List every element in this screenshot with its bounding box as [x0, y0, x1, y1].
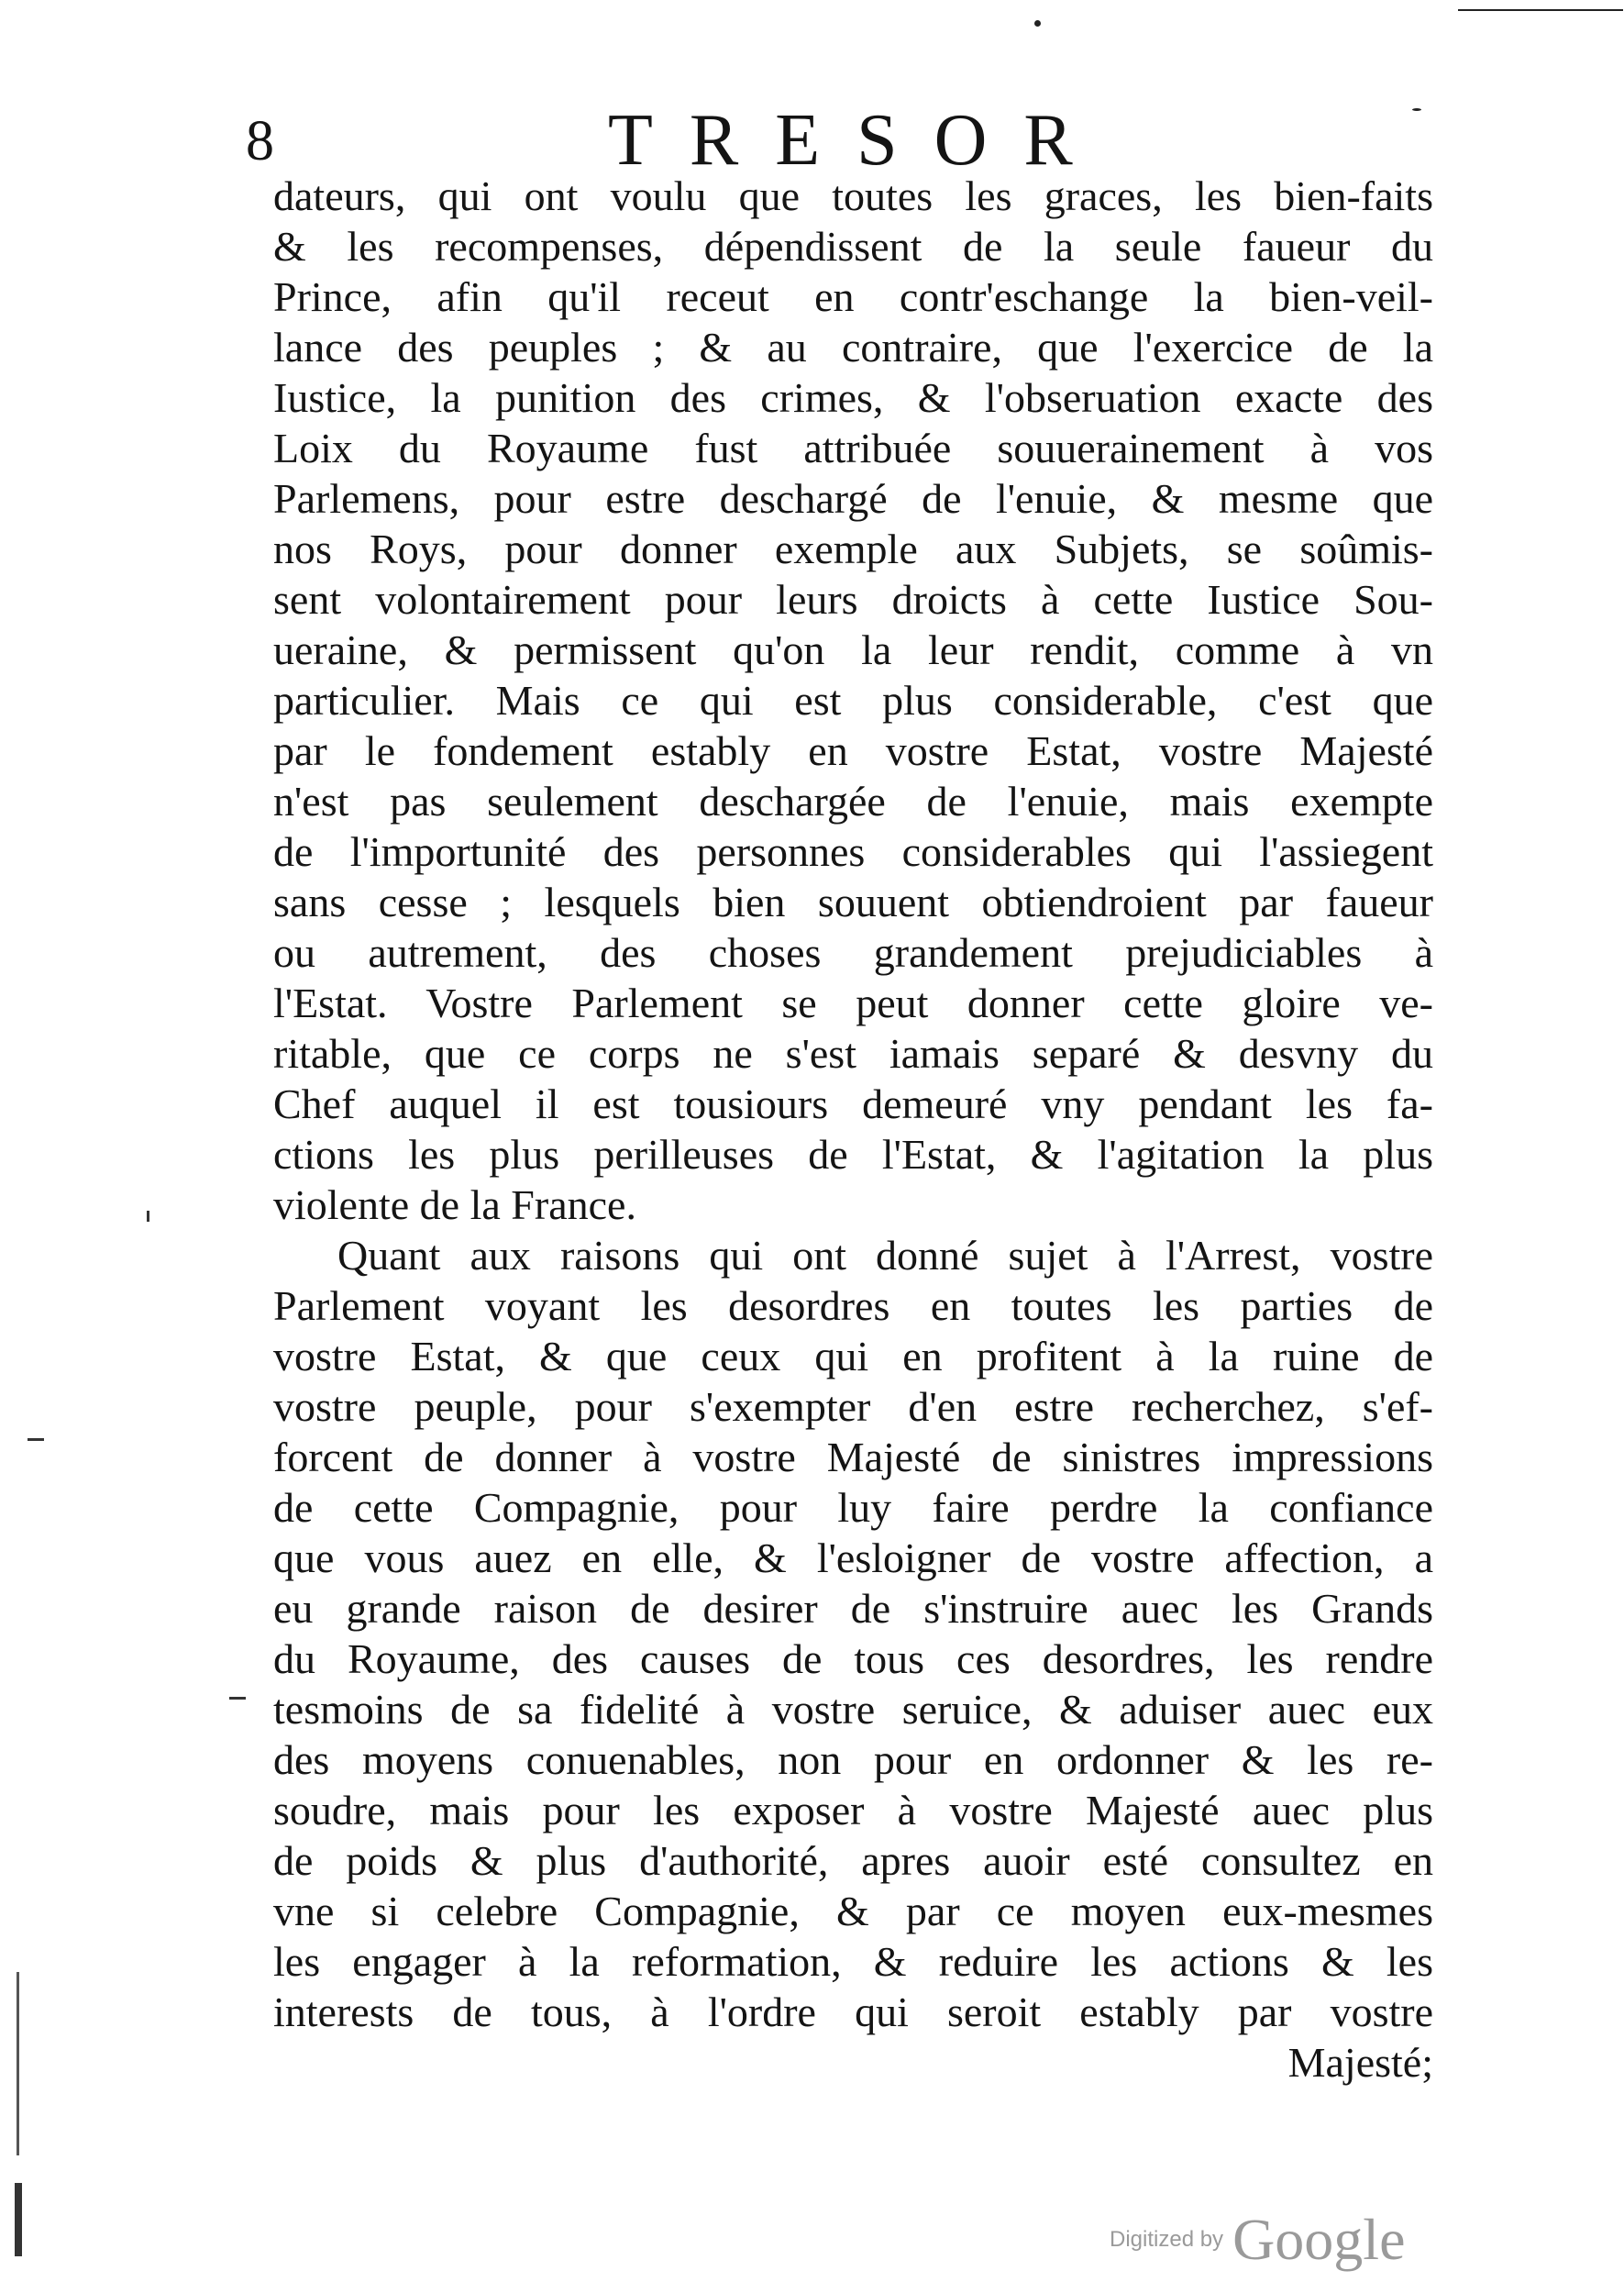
text-line: particulier. Mais ce qui est plus considerable, c'est que	[273, 677, 1433, 724]
ink-speck	[1034, 20, 1041, 27]
text-line: l'Estat. Vostre Parlement se peut donner cette gloire ve-	[273, 980, 1433, 1026]
text-line: vne si celebre Compagnie, & par ce moyen eux-mesmes	[273, 1888, 1433, 1934]
text-line: dateurs, qui ont voulu que toutes les graces, les bien-faits	[273, 172, 1433, 219]
digitized-by-label: Digitized by	[1110, 2227, 1224, 2252]
binding-edge-mark	[15, 2183, 22, 2256]
page-number: 8	[246, 110, 274, 172]
binding-edge-mark	[17, 1972, 19, 2155]
text-line: Parlement voyant les desordres en toutes les parties de	[273, 1282, 1433, 1329]
text-line: Parlemens, pour estre deschargé de l'enuie, & mesme que	[273, 475, 1433, 522]
text-line: les engager à la reformation, & reduire les actions & les	[273, 1938, 1433, 1985]
text-line: interests de tous, à l'ordre qui seroit estably par vostre	[273, 1988, 1433, 2035]
catchword: Majesté;	[1287, 2039, 1433, 2086]
body-text	[273, 171, 1433, 2088]
text-line: par le fondement estably en vostre Estat, vostre Majesté	[273, 727, 1433, 774]
digitized-by-google-watermark	[1110, 2206, 1405, 2270]
page-header	[246, 99, 1438, 182]
text-line: lance des peuples ; & au contraire, que l'exercice de la	[273, 324, 1433, 371]
text-line: de poids & plus d'authorité, apres auoir esté consultez en	[273, 1837, 1433, 1884]
text-line: nos Roys, pour donner exemple aux Subjets, se soûmis-	[273, 526, 1433, 572]
text-line: Chef auquel il est tousiours demeuré vny pendant les fa-	[273, 1080, 1433, 1127]
text-line: Prince, afin qu'il receut en contr'eschange la bien-veil-	[273, 273, 1433, 320]
page-edge-line	[1458, 9, 1623, 11]
paragraph-start-line: Quant aux raisons qui ont donné sujet à l'Arrest, vostre	[337, 1232, 1433, 1279]
margin-dash-mark	[229, 1697, 246, 1700]
text-line: Loix du Royaume fust attribuée souuerainement à vos	[273, 425, 1433, 471]
running-head: TRESOR	[608, 100, 1110, 181]
margin-dash-mark	[28, 1438, 44, 1441]
paragraph-end-line: violente de la France.	[273, 1181, 636, 1228]
text-line: ctions les plus perilleuses de l'Estat, & l'agitation la plus	[273, 1131, 1433, 1178]
text-line: vostre Estat, & que ceux qui en profitent à la ruine de	[273, 1333, 1433, 1379]
text-line: sent volontairement pour leurs droicts à cette Iustice Sou-	[273, 576, 1433, 623]
text-line: du Royaume, des causes de tous ces desordres, les rendre	[273, 1635, 1433, 1682]
google-logo: Google	[1232, 2207, 1406, 2272]
text-line: vostre peuple, pour s'exempter d'en estre recherchez, s'ef-	[273, 1383, 1433, 1430]
text-line: n'est pas seulement deschargée de l'enuie, mais exempte	[273, 778, 1433, 825]
text-line: soudre, mais pour les exposer à vostre Majesté auec plus	[273, 1787, 1433, 1833]
text-line: des moyens conuenables, non pour en ordonner & les re-	[273, 1736, 1433, 1783]
text-line: de l'importunité des personnes considerables qui l'assiegent	[273, 828, 1433, 875]
margin-tick-mark	[147, 1211, 149, 1222]
text-line: tesmoins de sa fidelité à vostre seruice, & aduiser auec eux	[273, 1686, 1433, 1733]
text-line: eu grande raison de desirer de s'instruire auec les Grands	[273, 1585, 1433, 1632]
text-line: de cette Compagnie, pour luy faire perdre la confiance	[273, 1484, 1433, 1531]
text-line: forcent de donner à vostre Majesté de sinistres impressions	[273, 1434, 1433, 1480]
text-line: Iustice, la punition des crimes, & l'obseruation exacte des	[273, 374, 1433, 421]
text-line: & les recompenses, dépendissent de la seule faueur du	[273, 223, 1433, 270]
text-line: sans cesse ; lesquels bien souuent obtiendroient par faueur	[273, 879, 1433, 925]
text-line: ou autrement, des choses grandement prejudiciables à	[273, 929, 1433, 976]
text-line: que vous auez en elle, & l'esloigner de vostre affection, a	[273, 1534, 1433, 1581]
text-line: ritable, que ce corps ne s'est iamais separé & desvny du	[273, 1030, 1433, 1077]
text-line: ueraine, & permissent qu'on la leur rendit, comme à vn	[273, 626, 1433, 673]
